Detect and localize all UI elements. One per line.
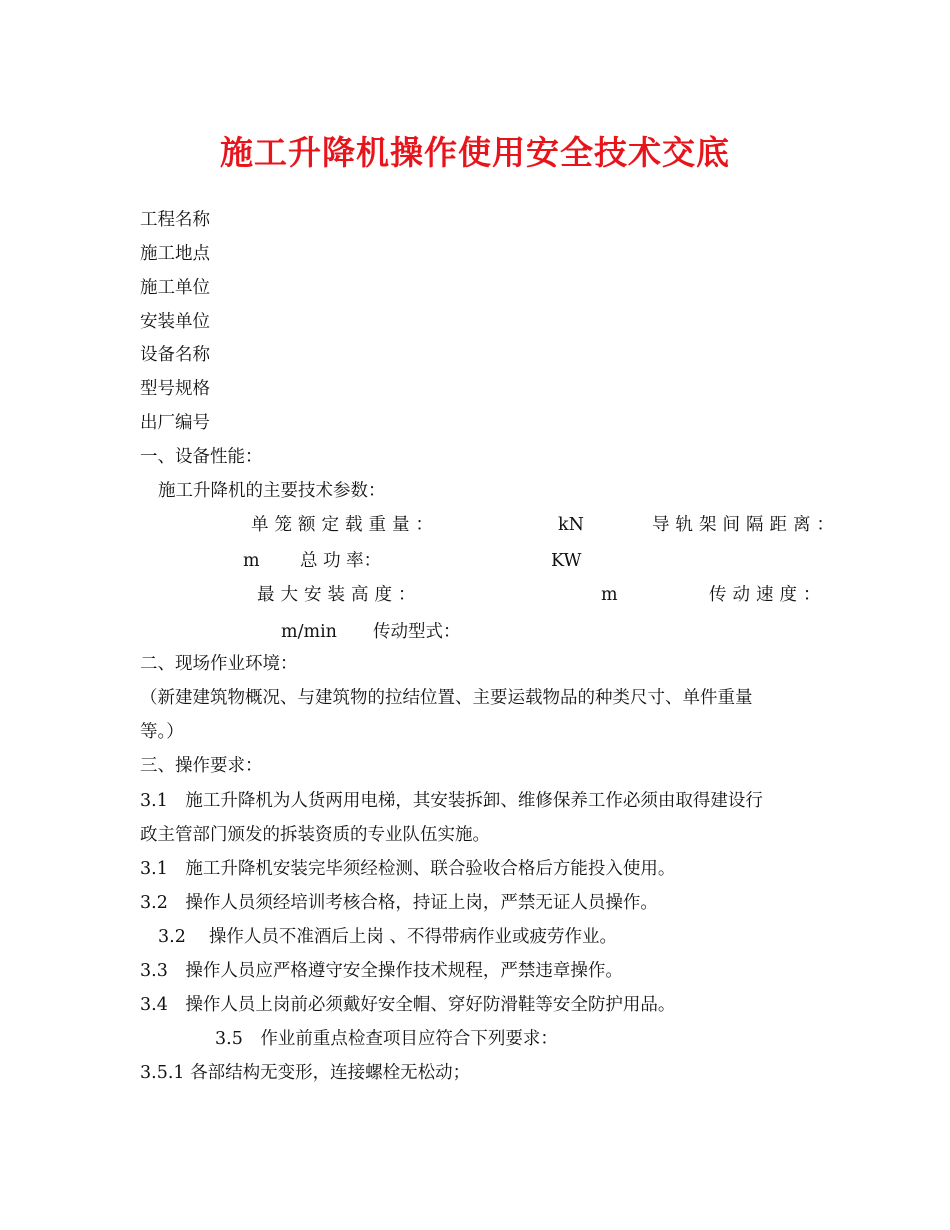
total-power-unit: KW xyxy=(551,551,582,571)
requirement-3-3: 3.3 操作人员应严格遵守安全操作技术规程，严禁违章操作。 xyxy=(140,961,623,981)
factory-number-label: 出厂编号 xyxy=(140,413,210,433)
model-spec-label: 型号规格 xyxy=(140,379,210,399)
drive-type-label: 传动型式： xyxy=(373,622,461,642)
section1-heading: 一、设备性能： xyxy=(140,447,263,467)
equipment-name-label: 设备名称 xyxy=(140,345,210,365)
section2-desc-line2: 等。） xyxy=(140,722,184,742)
document-title: 施工升降机操作使用安全技术交底 xyxy=(220,133,730,172)
drive-speed-label: 传动速度： xyxy=(709,585,827,605)
section3-heading: 三、操作要求： xyxy=(140,756,263,776)
requirement-3-1-line2: 政主管部门颁发的拆装资质的专业队伍实施。 xyxy=(140,825,490,845)
max-height-unit: m xyxy=(601,585,618,605)
rated-load-unit: kN xyxy=(558,515,584,535)
requirement-3-4: 3.4 操作人员上岗前必须戴好安全帽、穿好防滑鞋等安全防护用品。 xyxy=(140,995,676,1015)
construction-unit-label: 施工单位 xyxy=(140,278,210,298)
requirement-3-2b: 3.2 操作人员不准酒后上岗 、不得带病作业或疲劳作业。 xyxy=(158,927,617,947)
requirement-3-5: 3.5 作业前重点检查项目应符合下列要求： xyxy=(215,1029,558,1049)
requirement-3-1-line1: 3.1 施工升降机为人货两用电梯，其安装拆卸、维修保养工作必须由取得建设行 xyxy=(140,791,763,811)
total-power-label: 总 功 率： xyxy=(300,551,382,571)
installation-unit-label: 安装单位 xyxy=(140,312,210,332)
requirement-3-1b: 3.1 施工升降机安装完毕须经检测、联合验收合格后方能投入使用。 xyxy=(140,859,676,879)
requirement-3-5-1: 3.5.1 各部结构无变形，连接螺栓无松动； xyxy=(140,1063,471,1083)
project-name-label: 工程名称 xyxy=(140,210,210,230)
construction-site-label: 施工地点 xyxy=(140,244,210,264)
params-intro: 施工升降机的主要技术参数： xyxy=(158,481,386,501)
rail-spacing-label: 导轨架间隔距离： xyxy=(652,515,840,535)
max-height-label: 最大安装高度： xyxy=(257,585,422,605)
section2-heading: 二、现场作业环境： xyxy=(140,654,298,674)
section2-desc-line1: （新建建筑物概况、与建筑物的拉结位置、主要运载物品的种类尺寸、单件重量 xyxy=(140,688,753,708)
drive-speed-unit: m/min xyxy=(281,622,337,642)
rated-load-label: 单笼额定载重量： xyxy=(251,515,439,535)
requirement-3-2: 3.2 操作人员须经培训考核合格，持证上岗，严禁无证人员操作。 xyxy=(140,893,658,913)
rail-spacing-unit: m xyxy=(243,551,260,571)
